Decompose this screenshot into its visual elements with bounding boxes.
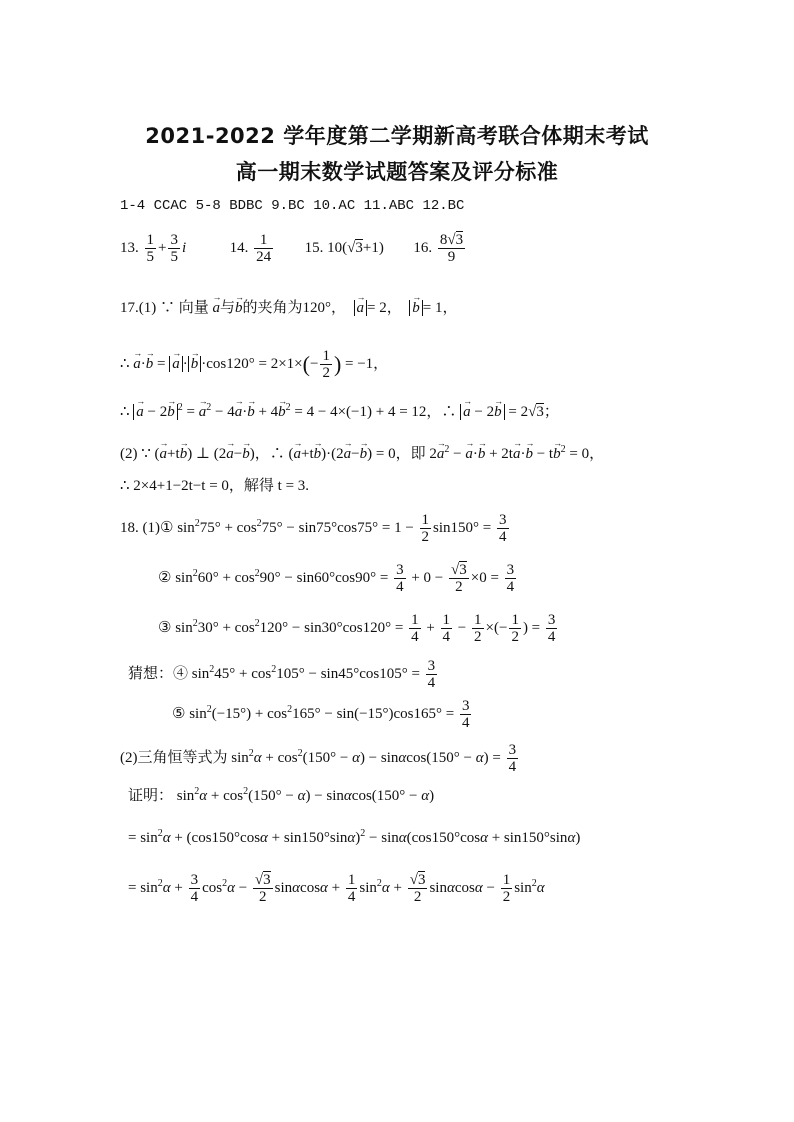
exam-subtitle: 高一期末数学试题答案及评分标准 [235,160,559,184]
fraction: $\frac{3}{4}$ [499,512,507,545]
q17-part1-given: 17.(1) ∵ 向量 → a与→ b的夹角为120°， → a = 2， → b = 1， [120,298,457,318]
fraction: $\frac{1}{2}$ [502,872,511,905]
q18-proof-step2: = $\sin^2\alpha$ + $\frac{3}{4}$ $\cos^2\alpha$ − $\frac{√3}{2}$ sinαcosα + $\frac{1}{4}$ $\sin^2\alpha$ + $\frac{√3}{2}$ sinαcosα − $\frac{1}{2}$ $\sin^2\alpha$ [128,872,545,905]
fraction: $\frac{3}{4}$ [508,742,517,775]
fraction: $\frac{1}{4}$ [442,612,451,645]
q18-conjecture-eq5: ⑤ $\sin^2(-15^\circ) + \cos^2165^\circ - \sin(-15^\circ)\cos 165^\circ$ = $\frac{3}{4}$ [172,698,470,731]
fraction: $\frac{3}{5}$ [170,232,178,265]
q13-label: 13. [120,239,139,256]
fraction: $\frac{1}{2}$ [474,612,482,645]
fraction: $\frac{3}{4}$ [190,872,199,905]
q17-conclusion: ∴ 2×4+1−2t−t = 0，解得 t = 3. [120,478,310,494]
fraction: $\frac{1}{4}$ [411,612,419,645]
fraction: $\frac{1}{2}$ [511,612,519,645]
fraction: $\frac{√3}{2}$ [409,872,426,905]
fraction: $\frac{1}{2}$ [421,512,430,545]
q15-label: 15. [304,239,324,256]
q18-conjecture-eq4: 猜想：④ $\sin^245^\circ + \cos^2105^\circ - \sin 45^\circ\cos 105^\circ$ = $\frac{3}{4}$ [128,658,436,691]
fill-in-answers: 13. $\frac{1}{5}$ + $\frac{3}{5}$ i 14. $\frac{1}{24}$ 15. 10(√3+1) 16. $\frac{8√3}{9}$ [120,232,464,265]
fraction: $\frac{3}{4}$ [506,562,515,595]
fraction: $\frac{3}{4}$ [547,612,556,645]
q14-label: 14. [229,239,249,256]
exam-title: 2021-2022 学年度第二学期新高考联合体期末考试 [145,124,649,148]
fraction: $\frac{8√3}{9}$ [439,232,464,265]
q17-dot-product: ∴ → a·→ b = → a ·→ b ·cos120° = 2×1×(− $\frac{1}{2}$ ) = −1， [120,348,388,381]
fraction: $\frac{1}{4}$ [347,872,356,905]
q18-proof-start: 证明： $\sin^2\alpha + \cos^2(150^\circ - \alpha) - \sin\alpha\cos(150^\circ - \alpha)$ [128,786,435,804]
fraction: $\frac{3}{4}$ [461,698,470,731]
q17-part2: (2) ∵ (→ a+t→ b) ⊥ (2→ a−→ b)，∴ (→ a+t→ b)·(2→ a−→ b) = 0，即 $2\to a^2$ − → $a\cdot\to b + 2t\to a\cdot\to b - t\to b^2 = 0$， [120,440,604,464]
fraction: $\frac{3}{4}$ [427,658,436,691]
fraction: $\frac{1}{5}$ [146,232,154,265]
q18-part1-eq1: 18. (1)① $\sin^275^\circ + \cos^275^\circ - \sin 75^\circ\cos 75^\circ = 1$ − $\frac{1}{2}$ sin150° = $\frac{3}{4}$ [120,512,507,545]
fraction: $\frac{3}{4}$ [396,562,404,595]
fraction: $\frac{√3}{2}$ [254,872,271,905]
q16-label: 16. [413,239,433,256]
choice-answers: 1-4 CCAC 5-8 BDBC 9.BC 10.AC 11.ABC 12.BC [120,198,465,214]
q18-part2-identity: (2)三角恒等式为 $\sin^2\alpha + \cos^2(150^\circ - \alpha) - \sin\alpha\cos(150^\circ - \alpha)$ = $\frac{3}{4}$ [120,742,517,775]
q18-proof-step1: = $\sin^2\alpha + (\cos 150^\circ\cos\alpha + \sin 150^\circ\sin\alpha)^2 - \sin\alpha(\cos 150^\circ\cos\alpha + \sin 150^\circ\sin\alpha)$ [128,828,581,846]
fraction: $\frac{√3}{2}$ [451,562,467,595]
fraction: $\frac{1}{24}$ [256,232,272,265]
fraction: $\frac{1}{2}$ [322,348,330,381]
q18-part1-eq2: ② $\sin^260^\circ + \cos^290^\circ - \sin 60^\circ\cos 90^\circ$ = $\frac{3}{4}$ + 0 − $\frac{√3}{2}$ ×0 = $\frac{3}{4}$ [158,562,515,595]
q18-part1-eq3: ③ $\sin^230^\circ + \cos^2120^\circ - \sin 30^\circ\cos 120^\circ$ = $\frac{1}{4}$ + $\frac{1}{4}$ − $\frac{1}{2}$ ×(− $\frac{1}{2}$ ) = $\frac{3}{4}$ [158,612,556,645]
q17-magnitude: ∴ → a − 2→ b $^2$ = → $a^2 - 4\to a\cdot\to b + 4\to b^2 = 4 - 4\times(-1) + 4 = 12$，∴ → a − 2→ b = 2√3； [120,398,559,422]
